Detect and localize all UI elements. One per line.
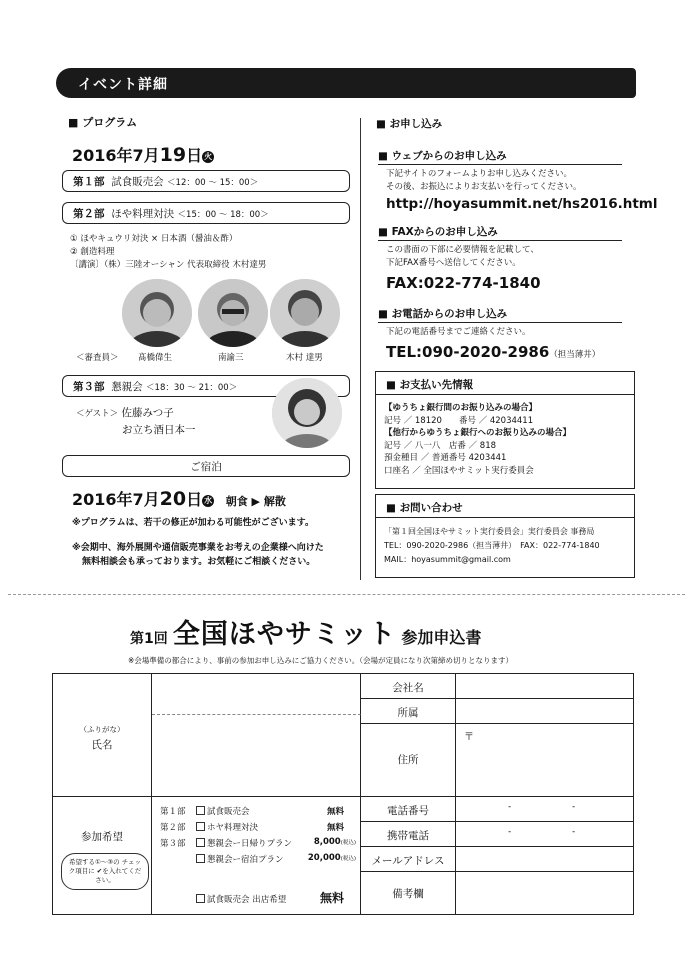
rule — [378, 322, 622, 323]
option-price: 無料 — [326, 807, 344, 817]
fax-text-2: 下記FAX番号へ送信してください。 — [386, 258, 521, 268]
date-2-weekday: 水 — [204, 496, 213, 505]
rule — [378, 164, 622, 165]
checkbox-icon[interactable] — [196, 894, 205, 903]
fax-text — [386, 244, 539, 270]
option-row-2[interactable] — [160, 821, 350, 833]
dept-label: 所属 — [397, 707, 419, 719]
stay-box — [62, 455, 350, 477]
guest-title: お立ち酒日本一 — [122, 424, 196, 436]
dash: - — [508, 802, 512, 812]
booth-price: 無料 — [319, 891, 344, 905]
address-label: 住所 — [397, 754, 419, 766]
application-form — [52, 673, 634, 915]
mobile-input[interactable] — [456, 822, 633, 847]
date-2-after: 朝食 ▶ 解散 — [225, 495, 286, 508]
part-2-label: 第２部 — [73, 208, 105, 220]
note-line: ① ほやキュウリ対決 × 日本酒（醤油＆酢） — [70, 234, 238, 244]
checkbox-icon[interactable] — [196, 838, 205, 847]
furigana-label: （ふりがな） — [79, 725, 125, 734]
date-2-day: 20 — [159, 488, 187, 510]
contact-heading: ■ お問い合わせ — [386, 502, 463, 514]
other-head: 【他行からゆうちょ銀行へのお振り込みの場合】 — [384, 428, 572, 438]
payment-header — [376, 372, 634, 395]
part-1-box — [62, 170, 350, 192]
tel-line — [386, 342, 600, 361]
address-input[interactable] — [456, 724, 633, 797]
part-2-box — [62, 202, 350, 224]
name-input[interactable] — [152, 715, 361, 797]
option-name: ホヤ料理対決 — [207, 823, 259, 833]
fax-number: FAX:022-774-1840 — [386, 274, 541, 292]
apply-heading: ■ お申し込み — [376, 118, 443, 130]
email-label: メールアドレス — [371, 855, 445, 867]
web-text — [386, 168, 582, 194]
part-1-time: ＜12：00 ～ 15：00＞ — [167, 178, 259, 188]
form-title-main: 全国ほやサミット — [172, 619, 397, 650]
judges-label: ＜審査員＞ — [76, 353, 119, 363]
option-name: 試食販売会 — [207, 807, 250, 817]
contact-line-2: TEL：090-2020-2986（担当薄井） FAX：022-774-1840 — [384, 541, 600, 550]
program-note-1: ※プログラムは、若干の修正が加わる可能性がございます。 — [72, 518, 314, 528]
program-note-2a: ※会期中、海外展開や通信販売事業をお考えの企業様へ向けた — [72, 543, 324, 553]
web-heading: ■ ウェブからのお申し込み — [378, 150, 507, 162]
booth-row[interactable] — [196, 893, 350, 905]
part-2-time: ＜15：00 ～ 18：00＞ — [177, 210, 269, 220]
address-label-cell — [361, 724, 456, 797]
form-title — [130, 612, 481, 651]
contact-box — [375, 494, 635, 578]
other-line-2: 預金種目 ／ 普通番号 4203441 — [384, 453, 507, 463]
web-text-1: 下記サイトのフォームよりお申し込みください。 — [386, 169, 572, 179]
payment-heading: ■ お支払い先情報 — [386, 379, 474, 391]
checkbox-icon[interactable] — [196, 822, 205, 831]
option-tax: (税込) — [340, 840, 356, 846]
note-line: ② 創造料理 — [70, 247, 115, 257]
guest-info — [76, 405, 174, 420]
company-label-cell — [361, 674, 456, 699]
mobile-label: 携帯電話 — [387, 830, 429, 842]
checkbox-icon[interactable] — [196, 806, 205, 815]
phone-input[interactable] — [456, 797, 633, 822]
date-1-prefix: 2016年7月 — [72, 146, 160, 165]
phone-label: 電話番号 — [387, 805, 429, 817]
name-label: 氏名 — [91, 739, 113, 751]
option-part: 第２部 — [160, 823, 186, 833]
portrait-icon — [270, 279, 340, 347]
portrait-icon — [272, 378, 342, 448]
options-cell — [152, 797, 361, 914]
option-row-4[interactable] — [160, 853, 356, 865]
option-tax: (税込) — [340, 856, 356, 862]
yucho-head: 【ゆうちょ銀行間のお振り込みの場合】 — [384, 403, 538, 413]
dept-input[interactable] — [456, 699, 633, 724]
judge-name-2: 南諭三 — [218, 353, 244, 363]
judge-name-1: 髙橋偉生 — [138, 353, 173, 363]
portrait-icon — [122, 279, 192, 347]
part-2-notes — [70, 233, 266, 272]
tel-person: （担当薄井） — [549, 350, 601, 360]
fax-heading: ■ FAXからのお申し込み — [378, 226, 498, 238]
dash: - — [572, 802, 576, 812]
tel-number: TEL:090-2020-2986 — [386, 343, 550, 361]
fax-text-1: この書面の下部に必要情報を記載して、 — [386, 245, 539, 255]
dept-label-cell — [361, 699, 456, 724]
yucho-line: 記号 ／ 18120 番号 ／ 42034411 — [384, 415, 534, 426]
tel-text: 下記の電話番号までご連絡ください。 — [386, 327, 531, 337]
booth-label: 試食販売会 出店希望 — [207, 895, 287, 905]
cut-line — [8, 594, 685, 595]
part-3-time: ＜18：30 ～ 21：00＞ — [146, 383, 238, 393]
tel-heading: ■ お電話からのお申し込み — [378, 308, 508, 320]
part-3-label: 第３部 — [73, 381, 105, 393]
payment-details — [384, 402, 571, 477]
option-row-3[interactable] — [160, 837, 356, 849]
part-1-label: 第１部 — [73, 176, 105, 188]
date-2 — [72, 487, 286, 510]
form-title-prefix: 第1回 — [130, 631, 168, 647]
contact-details — [384, 525, 600, 567]
email-input[interactable] — [456, 847, 633, 872]
option-name: 懇親会ー日帰りプラン — [207, 839, 293, 849]
judge-name-3: 木村 達男 — [286, 353, 323, 363]
web-url-link[interactable]: http://hoyasummit.net/hs2016.html — [386, 196, 658, 212]
company-label: 会社名 — [392, 682, 424, 694]
option-price: 20,000 — [307, 853, 341, 863]
date-2-suffix: 日 — [186, 490, 203, 509]
phone-label-cell — [361, 797, 456, 822]
email-label-cell — [361, 847, 456, 872]
furigana-input[interactable] — [152, 674, 361, 715]
date-1 — [72, 143, 214, 166]
program-heading: ■ プログラム — [68, 116, 138, 129]
option-row-1[interactable] — [160, 805, 350, 817]
guest-photo — [272, 378, 342, 448]
form-title-suffix: 参加申込書 — [401, 628, 482, 647]
judge-photo-2 — [198, 279, 268, 347]
wish-label: 参加希望 — [81, 831, 123, 843]
dash: - — [572, 827, 576, 837]
stay-label: ご宿泊 — [190, 461, 222, 473]
date-1-weekday: 火 — [204, 152, 213, 161]
date-2-prefix: 2016年7月 — [72, 490, 160, 509]
event-details-banner — [56, 68, 636, 98]
guest-label: ＜ゲスト＞ — [76, 409, 119, 419]
contact-email: MAIL：hoyasummit@gmail.com — [384, 555, 511, 564]
part-3-text: 懇親会 — [111, 381, 143, 393]
option-name: 懇親会ー宿泊プラン — [207, 855, 284, 865]
dash: - — [508, 827, 512, 837]
portrait-icon — [198, 279, 268, 347]
postal-mark: 〒 — [464, 732, 474, 743]
column-divider — [360, 118, 361, 580]
date-1-suffix: 日 — [186, 146, 203, 165]
part-2-text: ほや料理対決 — [111, 208, 175, 220]
program-note-2b: 無料相談会も承っております。お気軽にご相談ください。 — [82, 557, 316, 567]
payment-box — [375, 371, 635, 489]
checkbox-icon[interactable] — [196, 854, 205, 863]
remarks-label-cell — [361, 872, 456, 914]
banner-title: イベント詳細 — [78, 77, 168, 93]
contact-header — [376, 495, 634, 518]
part-1-text: 試食販売会 — [111, 176, 164, 188]
date-1-day: 19 — [159, 144, 187, 166]
note-line: 〔講演〕（株）三陸オーシャン 代表取締役 木村達男 — [70, 260, 267, 270]
remarks-input[interactable] — [456, 872, 633, 914]
option-part: 第１部 — [160, 807, 186, 817]
name-label-cell — [53, 674, 152, 797]
wish-note: 希望する①～③の チェック項目に ✔を入れてください。 — [61, 853, 149, 890]
option-price: 8,000 — [313, 837, 341, 847]
form-subtitle: ※会場準備の都合により、事前の参加お申し込みにご協力ください。（会場が定員になり次第締め切りとなります） — [128, 656, 514, 665]
contact-line-1: 「第１回全国ほやサミット実行委員会」実行委員会 事務局 — [384, 527, 595, 536]
judge-photo-3 — [270, 279, 340, 347]
wish-label-cell — [53, 797, 152, 914]
option-price: 無料 — [326, 823, 344, 833]
rule — [378, 240, 622, 241]
guest-name: 佐藤みつ子 — [121, 407, 174, 419]
mobile-label-cell — [361, 822, 456, 847]
remarks-label: 備考欄 — [392, 888, 424, 900]
company-input[interactable] — [456, 674, 633, 699]
web-text-2: その後、お振込によりお支払いを行ってください。 — [386, 182, 582, 192]
account-holder: 口座名 ／ 全国ほやサミット実行委員会 — [384, 465, 534, 476]
judge-photo-1 — [122, 279, 192, 347]
option-part: 第３部 — [160, 839, 186, 849]
other-line-1: 記号 ／ 八一八 店番 ／ 818 — [384, 440, 497, 451]
